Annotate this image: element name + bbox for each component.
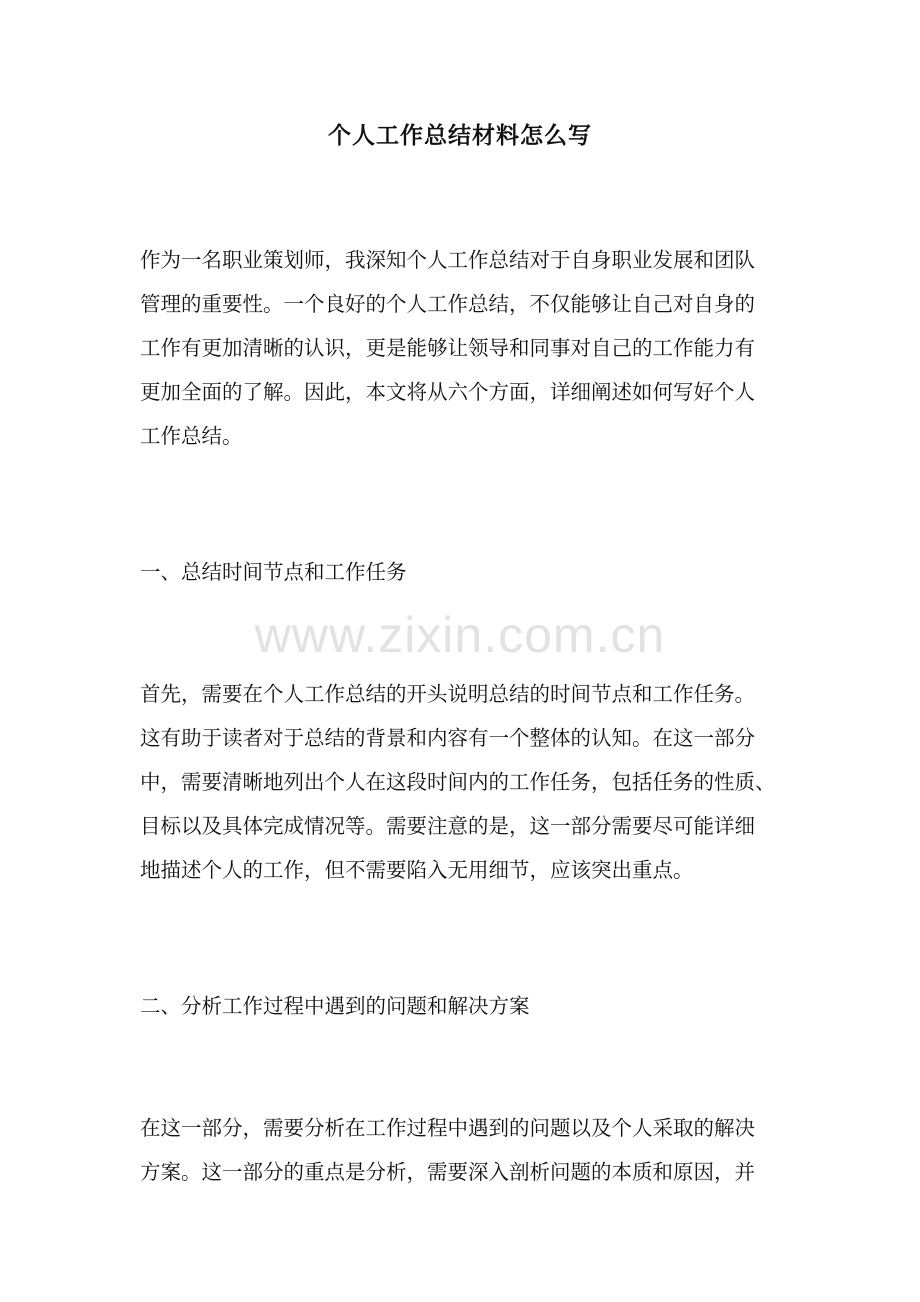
paragraph-line: 这有助于读者对于总结的背景和内容有一个整体的认知。在这一部分 bbox=[140, 726, 755, 750]
section-heading-1: 一、总结时间节点和工作任务 bbox=[140, 560, 407, 584]
paragraph-line: 工作总结。 bbox=[140, 424, 243, 448]
paragraph-line: 中，需要清晰地列出个人在这段时间内的工作任务，包括任务的性质、 bbox=[140, 770, 776, 794]
paragraph-line: 作为一名职业策划师，我深知个人工作总结对于自身职业发展和团队 bbox=[140, 248, 755, 272]
paragraph-line: 管理的重要性。一个良好的个人工作总结，不仅能够让自己对自身的 bbox=[140, 292, 755, 316]
paragraph-line: 目标以及具体完成情况等。需要注意的是，这一部分需要尽可能详细 bbox=[140, 814, 755, 838]
section-heading-2: 二、分析工作过程中遇到的问题和解决方案 bbox=[140, 994, 530, 1018]
intro-paragraph bbox=[140, 238, 788, 458]
paragraph-line: 地描述个人的工作，但不需要陷入无用细节，应该突出重点。 bbox=[140, 858, 694, 882]
paragraph-line: 在这一部分，需要分析在工作过程中遇到的问题以及个人采取的解决 bbox=[140, 1116, 755, 1140]
section1-paragraph bbox=[140, 672, 788, 892]
section2-paragraph bbox=[140, 1106, 788, 1194]
paragraph-line: 更加全面的了解。因此，本文将从六个方面，详细阐述如何写好个人 bbox=[140, 380, 755, 404]
paragraph-line: 方案。这一部分的重点是分析，需要深入剖析问题的本质和原因，并 bbox=[140, 1160, 755, 1184]
paragraph-line: 工作有更加清晰的认识，更是能够让领导和同事对自己的工作能力有 bbox=[140, 336, 755, 360]
watermark: www.zixin.com.cn bbox=[254, 607, 666, 663]
document-title: 个人工作总结材料怎么写 bbox=[328, 122, 592, 149]
paragraph-line: 首先，需要在个人工作总结的开头说明总结的时间节点和工作任务。 bbox=[140, 682, 755, 706]
